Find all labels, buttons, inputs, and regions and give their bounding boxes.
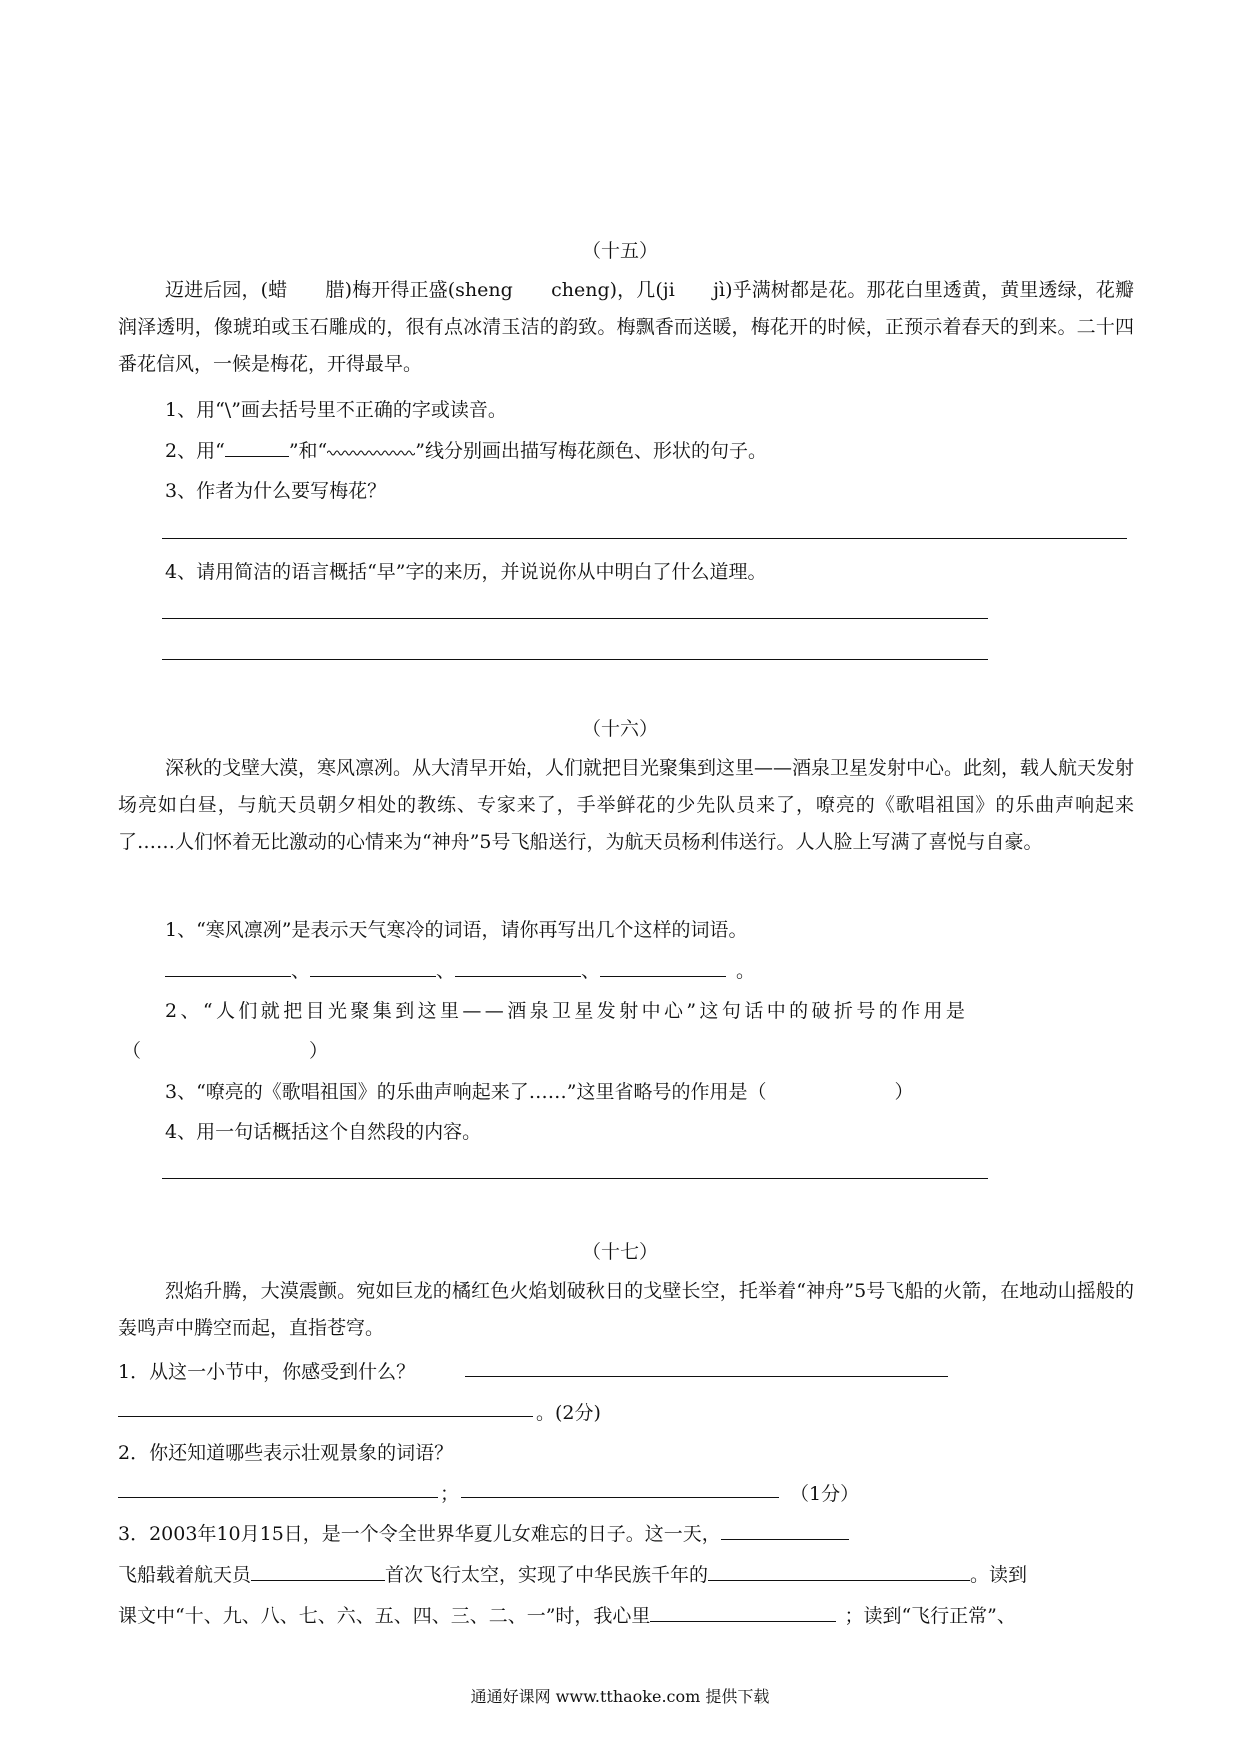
section-17-question-2: 2．你还知道哪些表示壮观景象的词语？ xyxy=(118,1442,454,1464)
answer-line-q3[interactable] xyxy=(162,538,1127,539)
section-15-passage: 迈进后园，(蜡 腊)梅开得正盛(sheng cheng)，几(ji jì)乎满树都是花。那花白里透黄，黄里透绿，花瓣润泽透明，像琥珀或玉石雕成的，很有点冰清玉洁的韵致。梅飘香而送暖，梅花开的时候，正预示着春天的到来。二十四番花信风，一候是梅花，开得最早。 xyxy=(118,279,1134,375)
separator: 、 xyxy=(291,960,311,982)
paren-close: ） xyxy=(894,1081,914,1103)
section-17-passage: 烈焰升腾，大漠震颤。宛如巨龙的橘红色火焰划破秋日的戈壁长空，托举着“神舟”5号飞船的火箭，在地动山摇般的轰鸣声中腾空而起，直指苍穹。 xyxy=(118,1280,1134,1339)
q3-text-c2: ；读到“飞行正常”、 xyxy=(844,1605,1016,1627)
paren-close: ） xyxy=(309,1040,329,1062)
section-16-passage: 深秋的戈壁大漠，寒风凛冽。从大清早开始，人们就把目光聚集到这里——酒泉卫星发射中心。此刻，载人航天发射场亮如白昼，与航天员朝夕相处的教练、专家来了，手举鲜花的少先队员来了，嘹亮的《歌唱祖国》的乐曲声响起来了……人们怀着无比激动的心情来为“神舟”5号飞船送行，为航天员杨利伟送行。人人脸上写满了喜悦与自豪。 xyxy=(118,757,1135,853)
q17-1-score: 。(2分) xyxy=(536,1402,601,1424)
blank-word-1[interactable] xyxy=(165,958,291,977)
blank-spacecraft[interactable] xyxy=(721,1521,849,1540)
q3-text-b2: 首次飞行太空，实现了中华民族千年的 xyxy=(385,1564,709,1586)
section-15-question-4: 4、请用简洁的语言概括“早”字的来历，并说说你从中明白了什么道理。 xyxy=(165,561,767,583)
q2-middle: ”和“ xyxy=(288,440,328,462)
period: 。 xyxy=(736,960,756,982)
q2-suffix: ”线分别画出描写梅花颜色、形状的句子。 xyxy=(415,440,767,462)
page-footer: 通通好课网 www.tthaoke.com 提供下载 xyxy=(470,1687,770,1706)
answer-line-q17-2b[interactable] xyxy=(461,1497,779,1498)
section-16-question-2: 2、“人们就把目光聚集到这里——酒泉卫星发射中心”这句话中的破折号的作用是 xyxy=(165,1000,969,1022)
section-15-question-1: 1、用“\”画去括号里不正确的字或读音。 xyxy=(165,399,507,421)
q3-text: 3、“嘹亮的《歌唱祖国》的乐曲声响起来了……”这里省略号的作用是（ xyxy=(165,1081,767,1103)
section-17-question-3-line-1 xyxy=(118,1519,849,1546)
blank-word-2[interactable] xyxy=(310,958,436,977)
section-15-title: （十五） xyxy=(581,240,658,262)
answer-line-q4-1[interactable] xyxy=(162,618,988,619)
wavy-underline-sample xyxy=(327,447,415,457)
section-17-question-3-line-3 xyxy=(118,1601,1016,1628)
blank-astronaut[interactable] xyxy=(251,1562,385,1581)
q2-prefix: 2、用“ xyxy=(165,440,225,462)
section-16-question-1: 1、“寒风凛冽”是表示天气寒冷的词语，请你再写出几个这样的词语。 xyxy=(165,919,748,941)
separator: 、 xyxy=(436,960,456,982)
answer-line-q17-1a[interactable] xyxy=(465,1376,948,1377)
answer-line-q16-4[interactable] xyxy=(162,1178,988,1179)
blank-word-4[interactable] xyxy=(600,958,726,977)
q3-text-b3: 。读到 xyxy=(970,1564,1028,1586)
answer-line-q4-2[interactable] xyxy=(162,659,988,660)
q17-2-score: （1分） xyxy=(790,1483,860,1505)
blank-dream[interactable] xyxy=(708,1562,970,1581)
section-17-title: （十七） xyxy=(581,1241,658,1263)
section-16-question-2-answer xyxy=(122,1036,328,1063)
section-16-question-1-blanks xyxy=(165,956,755,983)
q17-2-separator: ； xyxy=(440,1483,460,1505)
section-16-question-4: 4、用一句话概括这个自然段的内容。 xyxy=(165,1121,482,1143)
blank-word-3[interactable] xyxy=(455,958,581,977)
q3-text-c1: 课文中“十、九、八、七、六、五、四、三、二、一”时，我心里 xyxy=(118,1605,651,1627)
section-15-question-3: 3、作者为什么要写梅花？ xyxy=(165,480,387,502)
q3-text-b1: 飞船载着航天员 xyxy=(118,1564,252,1586)
answer-line-q17-1b[interactable] xyxy=(118,1416,533,1417)
section-17-question-3-line-2 xyxy=(118,1560,1027,1587)
paren-open: （ xyxy=(122,1040,142,1062)
separator: 、 xyxy=(581,960,601,982)
blank-feeling[interactable] xyxy=(650,1603,836,1622)
straight-underline-sample xyxy=(225,438,289,457)
section-16-question-3 xyxy=(165,1077,914,1104)
answer-line-q17-2a[interactable] xyxy=(118,1497,438,1498)
section-15-question-2 xyxy=(165,436,767,463)
q3-text-a: 3．2003年10月15日，是一个令全世界华夏儿女难忘的日子。这一天， xyxy=(118,1523,721,1545)
section-16-title: （十六） xyxy=(581,718,658,740)
section-17-question-1: 1．从这一小节中，你感受到什么？ xyxy=(118,1361,416,1383)
